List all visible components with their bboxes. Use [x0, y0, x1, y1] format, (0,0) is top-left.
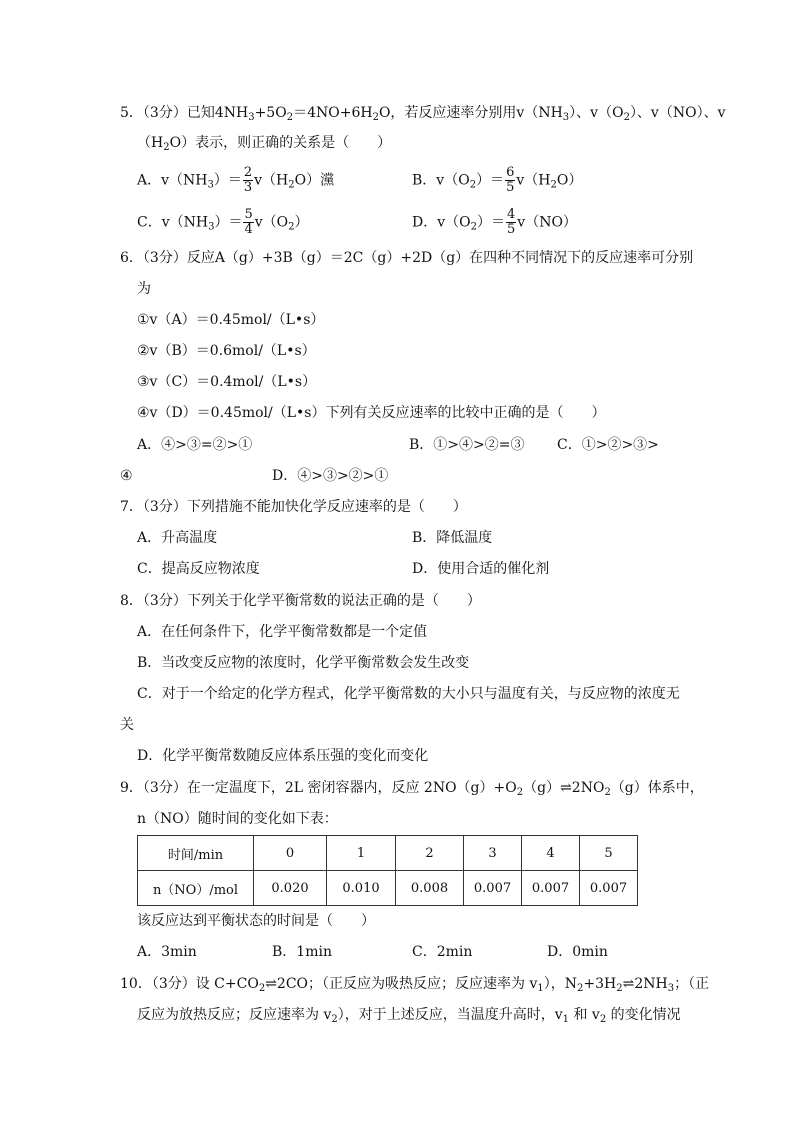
table-cell: 0.007 [522, 871, 580, 906]
q6-stem-line1: 6．（3分）反应A（g）+3B（g）＝2C（g）+2D（g）在四种不同情况下的反应速率可分别 [120, 250, 694, 266]
q6-option-c-continued: ④ [120, 468, 133, 484]
q6-option-d[interactable]: D．④>③>②>① [272, 468, 389, 484]
table-cell: 2 [396, 836, 464, 871]
q9-stem-line1: 9．（3分）在一定温度下，2L 密闭容器内，反应 $2NO(g)+O_2(g)\rightleftharpoons 2NO_2(g)$体系中， [120, 780, 704, 798]
fraction: $\frac{5}{4}$ [244, 207, 253, 237]
q5-stem-line1: 5．（3分）已知$4NH_3+5O_2=4NO+6H_2O$，若反应速率分别用$v(NH_3)$、$v(O_2)$、v（NO）、v [120, 105, 726, 123]
table-header-row [138, 836, 638, 871]
q8-option-c-continued: 关 [120, 717, 134, 733]
q6-option-c[interactable]: C．①>②>③> [557, 437, 659, 453]
table-cell: 0.010 [327, 871, 396, 906]
q5-stem-line2: $(H_2O)$表示，则正确的关系是（ ） [137, 135, 392, 153]
q7-stem: 7．（3分）下列措施不能加快化学反应速率的是（ ） [120, 499, 467, 515]
fraction: $\frac{4}{5}$ [507, 207, 516, 237]
table-row [138, 871, 638, 906]
q10-stem-line1: 10．（3分）设 $C+CO_2\rightleftharpoons 2CO$；（正反应为吸热反应；反应速率为 $v_1$），$N_2+3H_2\rightleftharpoons 2NH_3$；（正 [120, 976, 710, 994]
q9-option-d[interactable]: D．0min [547, 944, 608, 960]
q7-option-c[interactable]: C．提高反应物浓度 [137, 561, 260, 577]
q9-option-b[interactable]: B．1min [272, 944, 332, 960]
q8-option-c[interactable]: C．对于一个给定的化学方程式，化学平衡常数的大小只与温度有关，与反应物的浓度无 [137, 686, 680, 702]
q7-option-b[interactable]: B．降低温度 [412, 530, 493, 546]
q8-option-b[interactable]: B．当改变反应物的浓度时，化学平衡常数会发生改变 [137, 655, 470, 671]
q9-option-c[interactable]: C．2min [412, 944, 473, 960]
q6-option-a[interactable]: A．④>③=②>① [137, 437, 253, 453]
q6-stem-line2: 为 [137, 281, 151, 297]
table-cell: 1 [327, 836, 396, 871]
table-cell: 5 [580, 836, 638, 871]
q10-stem-line2: 反应为放热反应；反应速率为 $v_2$），对于上述反应，当温度升高时，$v_1$ 和 $v_2$ 的变化情况 [137, 1007, 681, 1025]
table-cell: n（NO）/mol [138, 871, 254, 906]
table-cell: 3 [464, 836, 522, 871]
q8-option-d[interactable]: D．化学平衡常数随反应体系压强的变化而变化 [137, 748, 429, 764]
q9-option-a[interactable]: A．3min [137, 944, 197, 960]
table-cell: 4 [522, 836, 580, 871]
q6-rate-3: ③v（C）＝0.4mol/（L•s） [137, 374, 317, 390]
fraction: $\frac{6}{5}$ [506, 165, 515, 195]
q5-option-a[interactable]: A．$v(NH_3)=$ $\frac{2}{3}$ $v(H_2O)$灙 [137, 165, 335, 195]
q7-option-a[interactable]: A．升高温度 [137, 530, 218, 546]
q5-option-b[interactable]: B．$v(O_2)=$ $\frac{6}{5}$ $v(H_2O)$ [412, 165, 583, 195]
q7-option-d[interactable]: D．使用合适的催化剂 [412, 561, 550, 577]
q6-rate-2: ②v（B）＝0.6mol/（L•s） [137, 343, 316, 359]
table-cell: 时间/min [138, 836, 254, 871]
fraction: $\frac{2}{3}$ [243, 165, 253, 195]
table-cell: 0.008 [396, 871, 464, 906]
table-cell: 0.007 [464, 871, 522, 906]
q9-stem-line2: n（NO）随时间的变化如下表： [137, 811, 338, 827]
table-cell: 0 [254, 836, 327, 871]
table-cell: 0.020 [254, 871, 327, 906]
q6-rate-4: ④v（D）＝0.45mol/（L•s）下列有关反应速率的比较中正确的是（ ） [137, 405, 606, 421]
q6-rate-1: ①v（A）＝0.45mol/（L•s） [137, 312, 325, 328]
q8-option-a[interactable]: A．在任何条件下，化学平衡常数都是一个定值 [137, 624, 428, 640]
table-cell: 0.007 [580, 871, 638, 906]
q5-option-d[interactable]: D．$v(O_2)=$ $\frac{4}{5}$ v（NO） [412, 207, 577, 237]
q8-stem: 8．（3分）下列关于化学平衡常数的说法正确的是（ ） [120, 593, 481, 609]
q5-option-c[interactable]: C．$v(NH_3)=$ $\frac{5}{4}$ $v(O_2)$ [137, 207, 309, 237]
q6-option-b[interactable]: B．①>④>②=③ [409, 437, 525, 453]
q9-question: 该反应达到平衡状态的时间是（ ） [137, 913, 375, 929]
no-amount-table [137, 835, 638, 906]
